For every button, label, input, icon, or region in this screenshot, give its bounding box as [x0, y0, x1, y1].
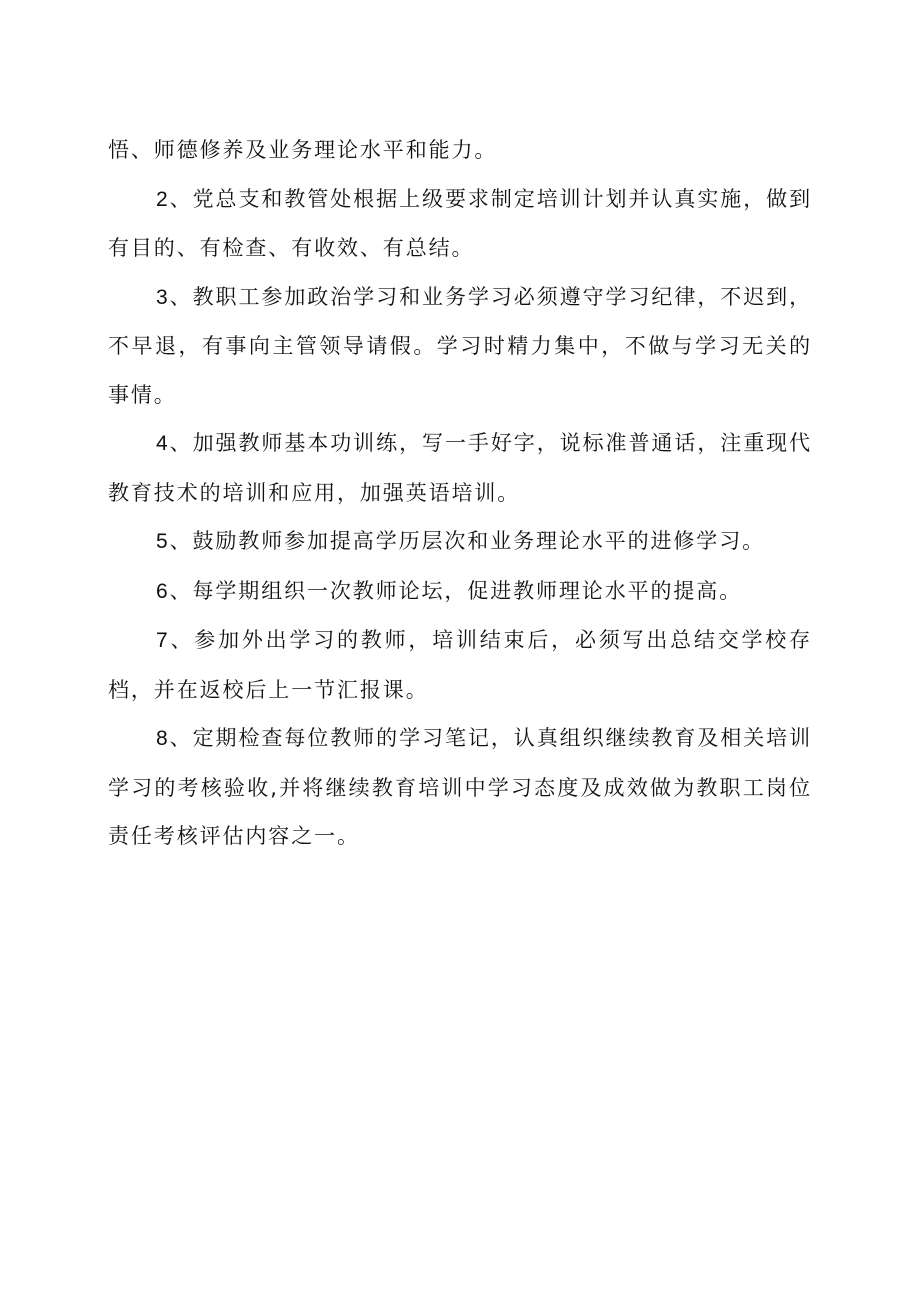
item-number: 4 — [156, 432, 170, 455]
item-number: 8 — [156, 727, 170, 750]
item-number: 7 — [156, 629, 170, 652]
paragraph-item-5 — [108, 517, 812, 567]
paragraph-item-7 — [108, 616, 812, 714]
paragraph-text: 、党总支和教管处根据上级要求制定培训计划并认真实施，做到有目的、有检查、有收效、有总结。 — [108, 186, 812, 260]
paragraph-item-2 — [108, 175, 812, 273]
paragraph-text: 、鼓励教师参加提高学历层次和业务理论水平的进修学习。 — [169, 529, 765, 553]
item-number: 6 — [156, 579, 170, 603]
paragraph-text: 、定期检查每位教师的学习笔记，认真组织继续教育及相关培训学习的考核验收,并将继续教育培训中学习态度及成效做为教职工岗位责任考核评估内容之一。 — [108, 726, 812, 848]
paragraph-text: 、每学期组织一次教师论坛，促进教师理论水平的提高。 — [169, 578, 743, 603]
paragraph-text: 、参加外出学习的教师，培训结束后，必须写出总结交学校存档，并在返校后上一节汇报课。 — [108, 628, 812, 702]
paragraph-text: 、教职工参加政治学习和业务学习必须遵守学习纪律，不迟到，不早退，有事向主管领导请假。学习时精力集中，不做与学习无关的事情。 — [108, 284, 812, 407]
paragraph-text: 悟、师德修养及业务理论水平和能力。 — [108, 138, 498, 162]
paragraph-continuation — [108, 126, 812, 175]
paragraph-item-8 — [108, 714, 812, 861]
item-number: 5 — [156, 530, 170, 553]
paragraph-item-3 — [108, 273, 812, 420]
document-page — [108, 126, 812, 861]
paragraph-item-6 — [108, 567, 812, 617]
paragraph-text: 、加强教师基本功训练，写一手好字，说标准普通话，注重现代教育技术的培训和应用，加强英语培训。 — [108, 431, 812, 505]
item-number: 2 — [156, 187, 170, 211]
paragraph-item-4 — [108, 419, 812, 517]
item-number: 3 — [156, 285, 170, 309]
